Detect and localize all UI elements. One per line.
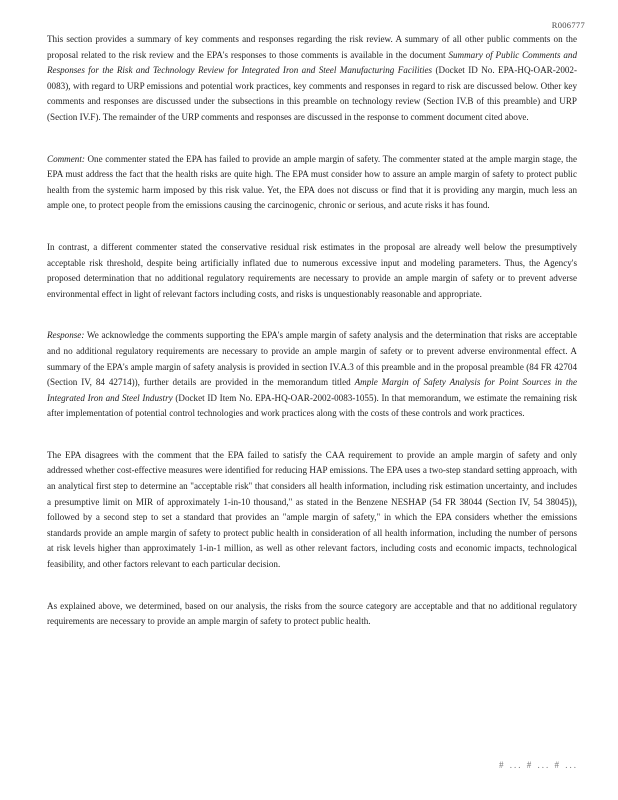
body-text: As explained above, we determined, based on our analysis, the risks from the source category are acceptable and that no additional regulatory requirements are necessary to provide an ample margin of safety to protect public health.	[47, 600, 577, 627]
body-text: We acknowledge the comments supporting the EPA's ample margin of safety analysis and the determination that risks are acceptable and no additional regulatory requirements are necessary to provide an ample margin of safety or to prevent adverse environmental effect. A summary of the EPA's ample margin of safety analysis is provided in section IV.A.3 of this preamble and in the proposal preamble (84 FR 42704 (Section IV, 84 42714)), further details are provided in the memorandum titled	[47, 330, 577, 388]
bates-number: R006777	[551, 20, 585, 30]
italic-text: Response:	[47, 330, 85, 341]
paragraph-comment-1	[47, 152, 577, 214]
italic-text: Summary of Public Comments and Responses for the Risk and Technology Review for Integrated Iron and Steel Manufacturing Facilities	[47, 49, 577, 76]
body-text: In contrast, a different commenter stated the conservative residual risk estimates in the proposal are already well below the presumptively acceptable risk threshold, despite being artificially inflated due to numerous excessive input and modeling parameters. Thus, the Agency's proposed determination that no additional regulatory requirements are necessary to provide an ample margin of safety or to prevent adverse environmental effect in light of relevant factors including costs, and risks is unquestionably reasonable and appropriate.	[47, 241, 577, 299]
body-text: One commenter stated the EPA has failed to provide an ample margin of safety. The commenter stated at the ample margin stage, the EPA must address the fact that the health risks are quite high. The EPA must consider how to assure an ample margin of safety to protect public health from the systemic harm imposed by this risk value. Yet, the EPA does not discuss or find that it is providing any margin, much less an ample one, to protect people from the emissions causing the carcinogenic, chronic or serious, and acute risks it has found.	[47, 153, 577, 211]
document-body	[47, 32, 577, 656]
italic-text: Comment:	[47, 153, 85, 164]
paragraph-intro	[47, 32, 577, 126]
paragraph-response-1	[47, 328, 577, 422]
paragraph-response-2	[47, 448, 577, 573]
body-text: The EPA disagrees with the comment that the EPA failed to satisfy the CAA requirement to provide an ample margin of safety and only addressed whether cost-effective measures were identified for reducing HAP emissions. The EPA uses a two-step standard setting approach, with an analytical first step to determine an "acceptable risk" that considers all health information, including risk estimation uncertainty, and includes a presumptive limit on MIR of approximately 1-in-10 thousand," as stated in the Benzene NESHAP (54 FR 38044 (Section IV, 54 38045)), followed by a second step to set a standard that provides an "ample margin of safety," in which the EPA considers whether the emissions standards provide an ample margin of safety to protect public health in consideration of all health information, including the number of persons at risk levels higher than approximately 1-in-1 million, as well as other relevant factors, including costs and economic impacts, technological feasibility, and other factors relevant to each particular decision.	[47, 449, 577, 570]
body-text: (Docket ID No. EPA-HQ-OAR-2002-0083), with regard to URP emissions and potential work practices, key comments and responses in regard to risk are discussed below. Other key comments and responses are discussed under the subsections in this preamble on technology review (Section IV.B of this preamble) and URP (Section IV.F). The remainder of the URP comments and responses are discussed in the response to comment document cited above.	[47, 65, 577, 122]
italic-text: Ample Margin of Safety Analysis for Point Sources in the Integrated Iron and Steel Industry	[47, 377, 577, 403]
paragraph-comment-2	[47, 240, 577, 302]
body-text: This section provides a summary of key comments and responses regarding the risk review. A summary of all other public comments on the proposal related to the risk review and the EPA's responses to those comments is available in the document	[47, 34, 577, 60]
paragraph-conclusion	[47, 599, 577, 630]
footer-page-mark: # ... # ... # ...	[499, 760, 578, 770]
body-text: (Docket ID Item No. EPA-HQ-OAR-2002-0083-1055). In that memorandum, we estimate the remaining risk after implementation of potential control technologies and work practices along with the costs of these controls and work practices.	[47, 392, 577, 419]
